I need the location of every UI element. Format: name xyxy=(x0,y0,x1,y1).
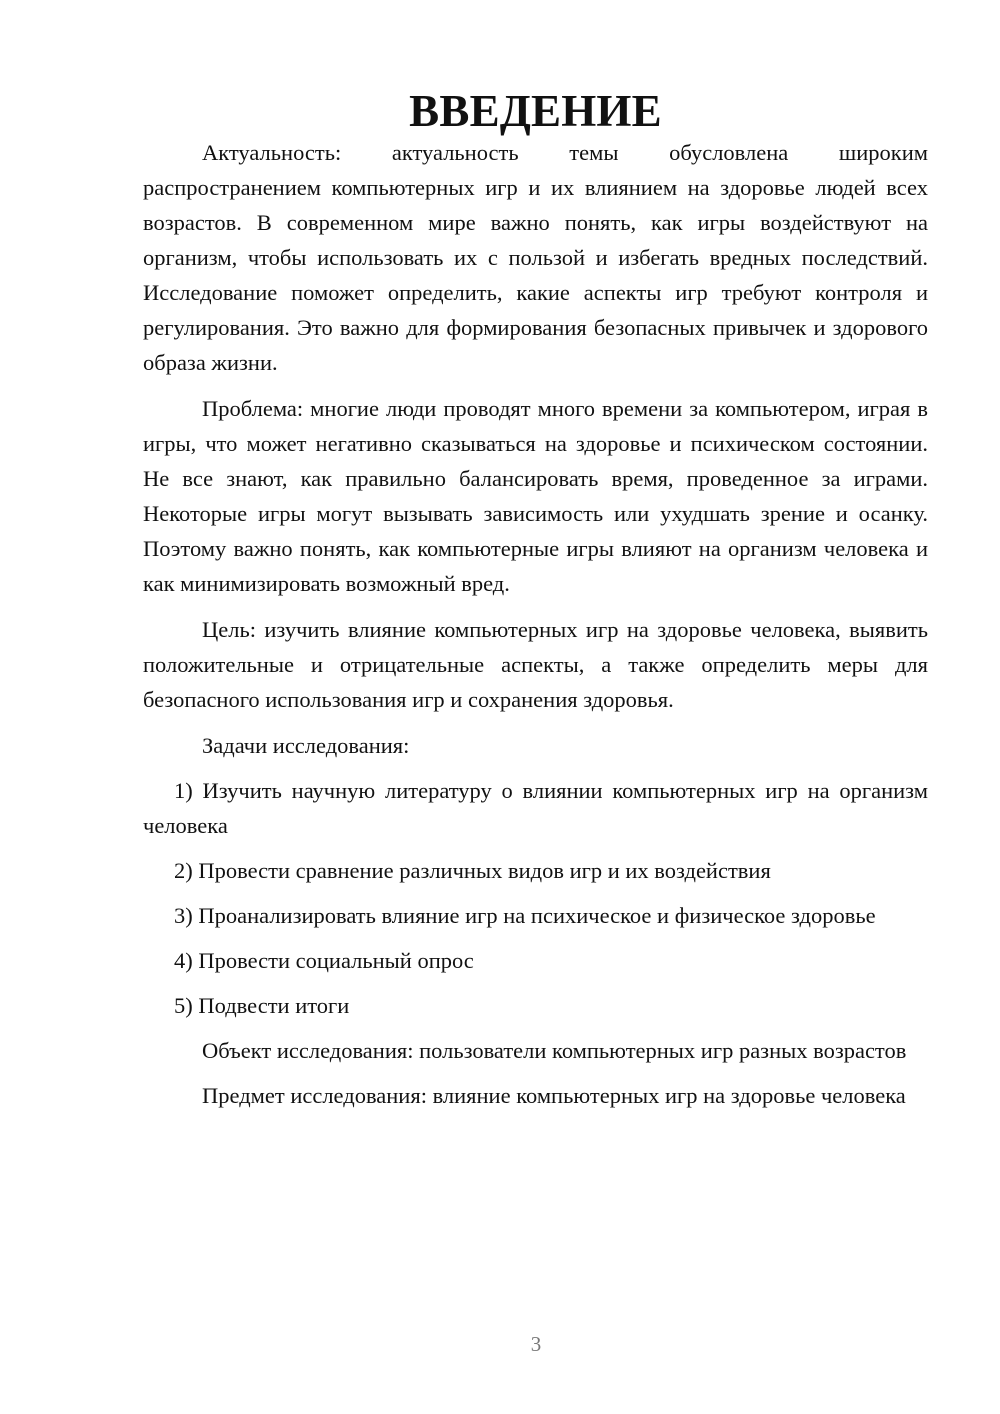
page-number: 3 xyxy=(530,1332,542,1356)
section-title: ВВЕДЕНИЕ xyxy=(409,86,662,136)
task-item-1: 1) Изучить научную литературу о влиянии компьютерных игр на организм человека xyxy=(143,778,928,838)
paragraph-goal: Цель: изучить влияние компьютерных игр на здоровье человека, выявить положительные и отрицательные аспекты, а также определить меры для безопасного использования игр и сохранения здоровья. xyxy=(143,617,928,712)
paragraph-relevance: Актуальность: актуальность темы обусловлена широким распространением компьютерных игр и их влиянием на здоровье людей всех возрастов. В современном мире важно понять, как игры воздействуют на организм, чтобы использовать их с пользой и избегать вредных последствий. Исследование поможет определить, какие аспекты игр требуют контроля и регулирования. Это важно для формирования безопасных привычек и здорового образа жизни. xyxy=(143,140,928,375)
page-content xyxy=(143,86,928,1113)
task-item-3: 3) Проанализировать влияние игр на психическое и физическое здоровье xyxy=(174,903,876,928)
task-item-4: 4) Провести социальный опрос xyxy=(174,948,474,973)
paragraph-object: Объект исследования: пользователи компьютерных игр разных возрастов xyxy=(202,1038,907,1063)
paragraph-problem: Проблема: многие люди проводят много времени за компьютером, играя в игры, что может негативно сказываться на здоровье и психическом состоянии. Не все знают, как правильно балансировать время, проведенное за играми. Некоторые игры могут вызывать зависимость или ухудшать зрение и осанку. Поэтому важно понять, как компьютерные игры влияют на организм человека и как минимизировать возможный вред. xyxy=(143,396,928,596)
paragraph-tasks-heading: Задачи исследования: xyxy=(202,733,410,758)
task-item-2: 2) Провести сравнение различных видов игр и их воздействия xyxy=(174,858,771,883)
task-item-5: 5) Подвести итоги xyxy=(174,993,350,1018)
paragraph-subject: Предмет исследования: влияние компьютерных игр на здоровье человека xyxy=(202,1083,906,1108)
